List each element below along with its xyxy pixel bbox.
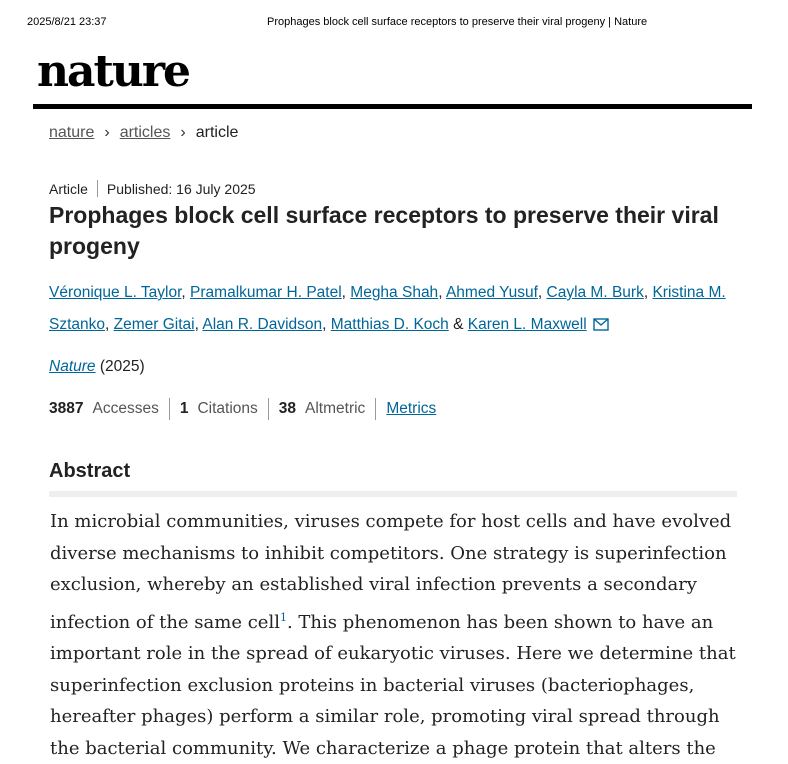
published-date: Published: 16 July 2025 — [106, 180, 256, 197]
abstract-heading: Abstract — [49, 460, 737, 497]
citations-count: 1 — [179, 400, 189, 417]
abstract-text — [50, 506, 740, 764]
print-page-title: Prophages block cell surface receptors to preserve their viral progeny | Nature — [267, 16, 648, 28]
journal-year: (2025) — [99, 358, 145, 375]
accesses-count: 3887 — [49, 400, 84, 417]
author-link[interactable]: Véronique L. Taylor — [49, 284, 182, 301]
author-link[interactable]: Cayla M. Burk — [546, 284, 644, 301]
author-link[interactable]: Megha Shah — [350, 284, 439, 301]
article-type: Article — [49, 180, 88, 197]
chevron-right-icon: › — [180, 124, 186, 141]
print-datetime: 2025/8/21 23:37 — [27, 16, 107, 28]
reference-marker — [280, 607, 287, 625]
masthead — [33, 46, 752, 109]
author-link[interactable]: Ahmed Yusuf — [445, 284, 538, 301]
journal-link[interactable]: Nature — [49, 358, 96, 375]
author-list: Véronique L. Taylor, Pramalkumar H. Patel, Megha Shah, Ahmed Yusuf, Cayla M. Burk, Kristina M. Sztanko, Zemer Gitai, Alan R. Davidson, Matthias D. Koch & Karen L. Maxwell — [49, 277, 749, 343]
author-link[interactable]: Kristina M. Sztanko — [49, 284, 726, 333]
mail-icon[interactable] — [593, 311, 609, 343]
breadcrumb — [49, 124, 238, 142]
author-link[interactable]: Zemer Gitai — [113, 316, 195, 333]
metrics-divider — [375, 398, 376, 420]
chevron-right-icon: › — [104, 124, 110, 141]
altmetric-label: Altmetric — [305, 400, 366, 417]
breadcrumb-articles[interactable]: articles — [119, 124, 171, 141]
breadcrumb-nature[interactable]: nature — [49, 124, 95, 141]
author-conjunction: & — [453, 316, 464, 333]
article-metrics — [49, 398, 436, 420]
nature-logo[interactable]: nature — [37, 46, 189, 97]
breadcrumb-current: article — [195, 124, 239, 141]
abstract-text-part-1: In microbial communities, viruses compete for host cells and have evolved diverse mechanisms to inhibit competitors. One strategy is superinfection exclusion, whereby an established viral infection prevents a secondary infection of the same cell — [50, 511, 732, 633]
article-title: Prophages block cell surface receptors to preserve their viral progeny — [49, 202, 719, 259]
author-link[interactable]: Pramalkumar H. Patel — [190, 284, 342, 301]
metrics-link[interactable]: Metrics — [386, 400, 437, 417]
print-header — [0, 16, 788, 32]
article-meta — [49, 180, 256, 197]
author-link[interactable]: Alan R. Davidson — [202, 316, 323, 333]
author-link[interactable]: Matthias D. Koch — [330, 316, 449, 333]
meta-divider — [97, 180, 98, 197]
author-link[interactable]: Karen L. Maxwell — [467, 316, 587, 333]
reference-link[interactable]: 1 — [279, 610, 287, 624]
citations-label: Citations — [197, 400, 258, 417]
metrics-divider — [268, 398, 269, 420]
metrics-divider — [169, 398, 170, 420]
altmetric-score: 38 — [278, 400, 297, 417]
journal-citation — [49, 358, 145, 376]
accesses-label: Accesses — [92, 400, 159, 417]
abstract-text-part-2: . This phenomenon has been shown to have an important role in the spread of eukaryotic viruses. Here we determine that superinfection exclusion proteins in bacterial viruses (bacteriophages, hereafter phages) perform a similar role, promoting viral spread through the bacterial community. We characterize a phage protein that alters the — [50, 611, 736, 759]
